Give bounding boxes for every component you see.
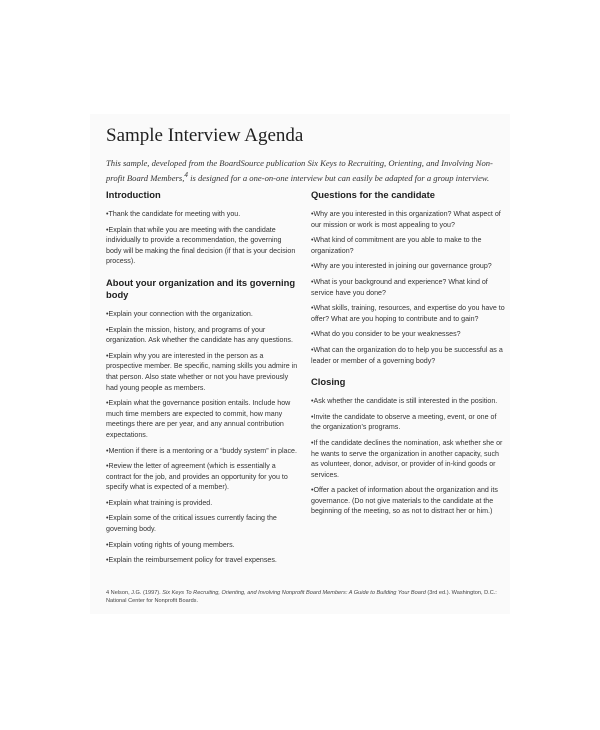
list-item: • Mention if there is a mentoring or a “buddy system” in place. — [106, 446, 298, 457]
list-item: • Explain why you are interested in the person as a prospective member. Be specific, naming skills you admire in that person. Also state whether or not you have previously had young people as members. — [106, 351, 298, 393]
footnote-prefix: 4 Nelson, J.G. (1997). — [106, 590, 161, 596]
list-item: • What kind of commitment are you able to make to the organization? — [311, 235, 507, 256]
list-item: • Explain what the governance position entails. Include how much time members are expected to commit, how many meetings there are per year, and any annual contribution expectations. — [106, 398, 298, 440]
list-item: • What skills, training, resources, and expertise do you have to offer? What are you hoping to contribute and to gain? — [311, 303, 507, 324]
intro-line2: profit Board Members, — [106, 172, 185, 183]
list-item: • Invite the candidate to observe a meeting, event, or one of the organization's programs. — [311, 412, 507, 433]
list-item: • What do you consider to be your weaknesses? — [311, 329, 507, 340]
intro-paragraph — [106, 157, 506, 184]
list-item: • If the candidate declines the nomination, ask whether she or he wants to serve the organization in another capacity, such as volunteer, donor, advisor, or provider of in-kind goods or services. — [311, 438, 507, 480]
list-item: • Explain that while you are meeting with the candidate individually to provide a recommendation, the governing body will be making the final decision (if that is your decision process). — [106, 225, 298, 267]
list-item: • Explain some of the critical issues currently facing the governing body. — [106, 513, 298, 534]
right-column — [311, 189, 507, 522]
list-item: • Explain voting rights of young members. — [106, 540, 298, 551]
list-item: • Explain the mission, history, and programs of your organization. Ask whether the candidate has any questions. — [106, 325, 298, 346]
intro-line2b: is designed for a one-on-one interview but can easily be adapted for a group interview. — [187, 172, 490, 183]
list-item: • Ask whether the candidate is still interested in the position. — [311, 396, 507, 407]
heading-questions: Questions for the candidate — [311, 189, 435, 200]
footnote-ref: 4 — [184, 171, 188, 179]
list-item: • What can the organization do to help you be successful as a leader or member of a governing body? — [311, 345, 507, 366]
list-item: • Review the letter of agreement (which is essentially a contract for the job, and provides an opportunity for you to specify what is expected of a member). — [106, 461, 298, 493]
list-item: • Offer a packet of information about the organization and its governance. (Do not give materials to the candidate at the beginning of the meeting, so as not to distract her or him.) — [311, 485, 507, 517]
footnote-book-title: Six Keys To Recruiting, Orienting, and Involving Nonprofit Board Members: A Guide to Building Your Board — [160, 590, 426, 596]
heading-about-organization: About your organization and its governing body — [106, 276, 296, 300]
intro-line1: This sample, developed from the BoardSource publication Six Keys to Recruiting, Orienting, and Involving Non- — [106, 158, 493, 168]
list-item: • Explain the reimbursement policy for travel expenses. — [106, 555, 298, 566]
list-item: • Why are you interested in this organization? What aspect of our mission or work is most appealing to you? — [311, 209, 507, 230]
footnote — [106, 590, 506, 605]
list-item: • Why are you interested in joining our governance group? — [311, 261, 507, 272]
list-item: • Explain what training is provided. — [106, 498, 298, 509]
list-item: • Thank the candidate for meeting with you. — [106, 209, 298, 220]
left-column — [106, 189, 298, 571]
heading-closing: Closing — [311, 376, 346, 388]
heading-introduction: Introduction — [106, 189, 161, 200]
list-item: • Explain your connection with the organization. — [106, 309, 298, 320]
page-title: Sample Interview Agenda — [106, 125, 304, 146]
list-item: • What is your background and experience? What kind of service have you done? — [311, 277, 507, 298]
footnote-suffix: (3rd ed.). Washington, D.C.: National Center for Nonprofit Boards. — [106, 590, 497, 604]
